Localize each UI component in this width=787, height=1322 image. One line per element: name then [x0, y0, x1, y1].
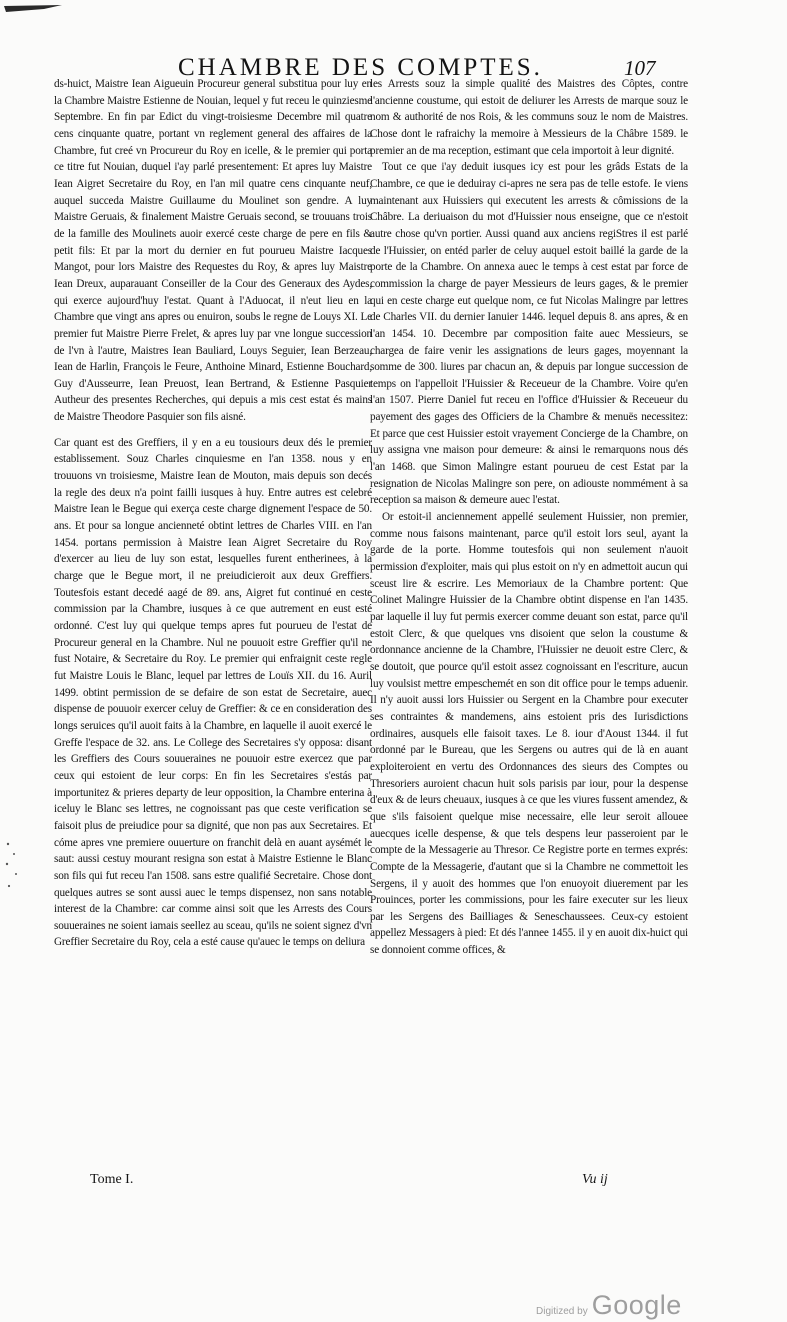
right-column [370, 76, 688, 959]
page-number: 107 [624, 56, 656, 80]
digitization-watermark [536, 1290, 682, 1321]
paragraph: Car quant est des Greffiers, il y en a eu tousiours deux dés le premier establissement. Souz Charles cinquiesme en l'an 1358. nous y en trouuons vn troisiesme, Maistre Iean de Mouton, mais depuis son decés la regle des deux n'a point failli iusques à huy. Entre autres est celebré Maistre Iean le Begue qui exerça ceste charge dignement l'espace de 50. ans. Et pour sa longue ancienneté obtint lettres de Charles VIII. en l'an 1454. portans permission à Maistre Iean Aigret Secretaire du Roy d'exercer au lieu de luy son estat, lesquelles furent entherinees, à la charge que le Begue mort, il ne preiudicieroit aux deux Greffiers. Toutesfois estant decedé aagé de 89. ans, Aigret fut continué en ceste commission par la Chambre, iusques à ce que autrement en eust esté ordonné. C'est luy qui quelque temps apres fut pourueu de l'estat de Procureur general en la Chambre. Nul ne pouuoit estre Greffier qu'il ne fust Notaire, & Secretaire du Roy. Le premier qui enfraignit ceste regle fut Maistre Louis le Blanc, lequel par lettres de Louïs XII. du 16. Auril 1499. obtint permission de se defaire de son estat de Secretaire, auec dispense de pouuoir exercer celuy de Greffier: & ce en consideration des longs seruices qu'il auoit faits à la Chambre, en laquelle il auoit exercé le Greffe l'espace de 32. ans. Le College des Secretaires s'y opposa: disant les Greffiers des Cours souueraines ne pouuoir estre exercez que par ceux qui estoient de leur corps: En fin les Secretaires s'estás par importunitez & prieres departy de leur opposition, la Chambre enterina à iceluy le Blanc ses lettres, ne cognoissant pas que ceste verification se faisoit plus de preiudice pour sa dignité, que non pas aux Secretaires. Et cóme apres vne premiere ouuerture on franchit delà en auant aysémét le saut: aussi cestuy mourant resigna son estat à Maistre Estienne le Blanc son fils qui fut receu l'an 1508. sans estre qualifié Secretaire. Chose dont quelques autres se sont aussi auec le temps dispensez, non sans notable interest de la Chambre: car comme ainsi soit que les Arrests des Cours souueraines ne soient iamais seellez au sceau, qu'ils ne soient signez d'vn Greffier Secretaire du Roy, cela a esté cause qu'auec le temps on deliura [54, 436, 372, 949]
google-logo: Google [591, 1290, 682, 1320]
paragraph: Tout ce que i'ay deduit iusques icy est pour les grâds Estats de la Chambre, ce que ie deduiray ci-apres ne sera pas de telle estofe. Ie viens maintenant aux Huissiers qui executent les arrests & cômissions de la Châbre. La deriuaison du mot d'Huissier nous enseigne, que ce n'estoit autre chose qu'vn portier. Aussi quand aux anciens regiStres il est parlé de l'Huissier, on entéd parler de celuy auquel estoit baillé la garde de la porte de la Chambre. On annexa auec le temps à cest estat par force de commission la charge de payer Messieurs de leurs gages, & le premier qui en ceste charge eut quelque nom, ce fut Nicolas Malingre par lettres de Charles VII. du dernier Ianuier 1446. lequel depuis 8. ans apres, & en l'an 1454. 10. Decembre par composition faite auec Messieurs, se chargea de faire venir les assignations de leurs gages, moyennant la somme de 300. liures par chacun an, & depuis par longue succession de temps on l'appelloit l'Huissier & Receueur de la Chambre. Voire qu'en l'an 1507. Pierre Daniel fut receu en l'office d'Huissier & Receueur du payement des gages des Officiers de la Chambre & menuës necessitez: Et parce que cest Huissier estoit vrayement Concierge de la Chambre, on luy assigna vne maison pour demeure: & ainsi le remarquons nous dés l'an 1468. que Simon Malingre estant pourueu de cest Estat par la resignation de Nicolas Malingre son pere, on adiouste nommément à sa reception sa maison & demeure auec l'estat. [370, 161, 688, 507]
margin-marks [2, 840, 24, 900]
running-title: CHAMBRE DES COMPTES. [178, 54, 543, 81]
paragraph: ds-huict, Maistre Iean Aigueuin Procureur general substitua pour luy en la Chambre Maistre Estienne de Nouian, lequel y fut receu le quinziesme Septembre. En fin par Edict du vingt-troisiesme Decembre mil quatre cens cinquante quatre, portant vn reglement general des affaires de la Chambre, fut creé vn Procureur du Roy en icelle, & le premier qui porta ce titre fut Nouian, duquel i'ay parlé presentement: Et apres luy Maistre Iean Aigret Secretaire du Roy, en l'an mil quatre cens cinquante neuf, auquel succeda Maistre Guillaume du Moulinet son gendre. A luy Maistre Geruais, & finalement Maistre Geruais second, se trouuans trois de la famille des Moulinets auoir exercé ceste charge de pere en fils & petit fils: Et par la mort du dernier en fut pourueu Maistre Iacques Mangot, pour lors Maistre des Requestes du Roy, & apres luy Maistre Iean Dreux, auparauant Conseiller de la Cour des Generaux des Aydes, qui exerce aujourd'huy l'estat. Quant à l'Aduocat, il n'eut lieu en la Chambre que vingt ans apres ou enuiron, soubs le regne de Louys XI. Le premier fut Maistre Pierre Frelet, & apres luy par vne longue succession de l'vn à l'autre, Maistres Iean Bauliard, Louys Seguier, Iean Berzeau, Iean de Harlin, François le Feure, Anthoine Minard, Estienne Bouchard, Guy d'Ausseurre, Iean Preuost, Iean Bertrand, & Estienne Pasquier Autheur des presentes Recherches, qui depuis a mis cest estat és mains de Maistre Theodore Pasquier son fils aisné. [54, 78, 372, 424]
ink-mark [4, 4, 64, 14]
paragraph: les Arrests souz la simple qualité des Maistres des Côptes, contre l'ancienne coustume, qui estoit de deliurer les Arrests de marque souz le nom & authorité de nos Rois, & les communs souz le nom de Maistres. Chose dont le rafraichy la memoire à Messieurs de la Châbre 1589. le premier an de ma reception, estimant que cela importoit à leur dignité. [370, 78, 688, 157]
watermark-prefix: Digitized by [536, 1306, 588, 1317]
signature-mark: Vu ij [582, 1172, 608, 1187]
left-column [54, 76, 372, 951]
volume-label: Tome I. [90, 1172, 134, 1187]
paragraph: Or estoit-il anciennement appellé seulement Huissier, non premier, comme nous faisons maintenant, parce qu'il estoit lors seul, ayant la garde de la porte. Homme toutesfois qui non seulement n'auoit permission d'exploiter, mais qui plus estoit on n'y en admettoit aucun qui sceust lire & escrire. Les Memoriaux de la Chambre portent: Que Colinet Malingre Huissier de la Chambre obtint dispense en l'an 1435. par laquelle il luy fut permis exercer comme deuant son estat, parce qu'il estoit Clerc, & que quelques vns disoient que selon la coustume & ordonnance ancienne de la Chambre, l'Huissier ne deuoit estre Clerc, & se doutoit, que pource qu'il estoit assez cognoissant en l'escriture, aucun luy voulsist mettre empeschemét en son dit office pour le temps aduenir. Il n'y auoit aussi lors Huissier ou Sergent en la Chambre pour executer ses contraintes & mandemens, ains estoient pris des Iurisdictions ordinaires, ausquels elle faisoit taxes. Le 8. iour d'Aoust 1344. il fut ordonné par le Bureau, que les Sergens ou autres qui de là en auant exploiteroient en vertu des Ordonnances des sieurs des Comptes ou Thresoriers auroient chacun huit sols parisis par iour, pour la despense d'eux & de leurs cheuaux, iusques à ce que les viures fussent amendez, & que s'ils faisoient quelque mise necessaire, elle leur seroit allouee auecques icelle despense, & que tels despens leur passeroient par le compte de la Messagerie au Thresor. Ce Registre porte en termes exprés: Compte de la Messagerie, d'autant que si la Chambre ne commettoit les Sergens, il y auoit des hommes que l'on enuoyoit diuerement par les Prouinces, porter les commissions, pour les faire executer sur les lieux par les Sergens des Bailliages & Seneschaussees. Ceux-cy estoient appellez Messagers à pied: Et dés l'annee 1455. il y en auoit dix-huict qui se donnoient comme offices, & [370, 511, 688, 957]
